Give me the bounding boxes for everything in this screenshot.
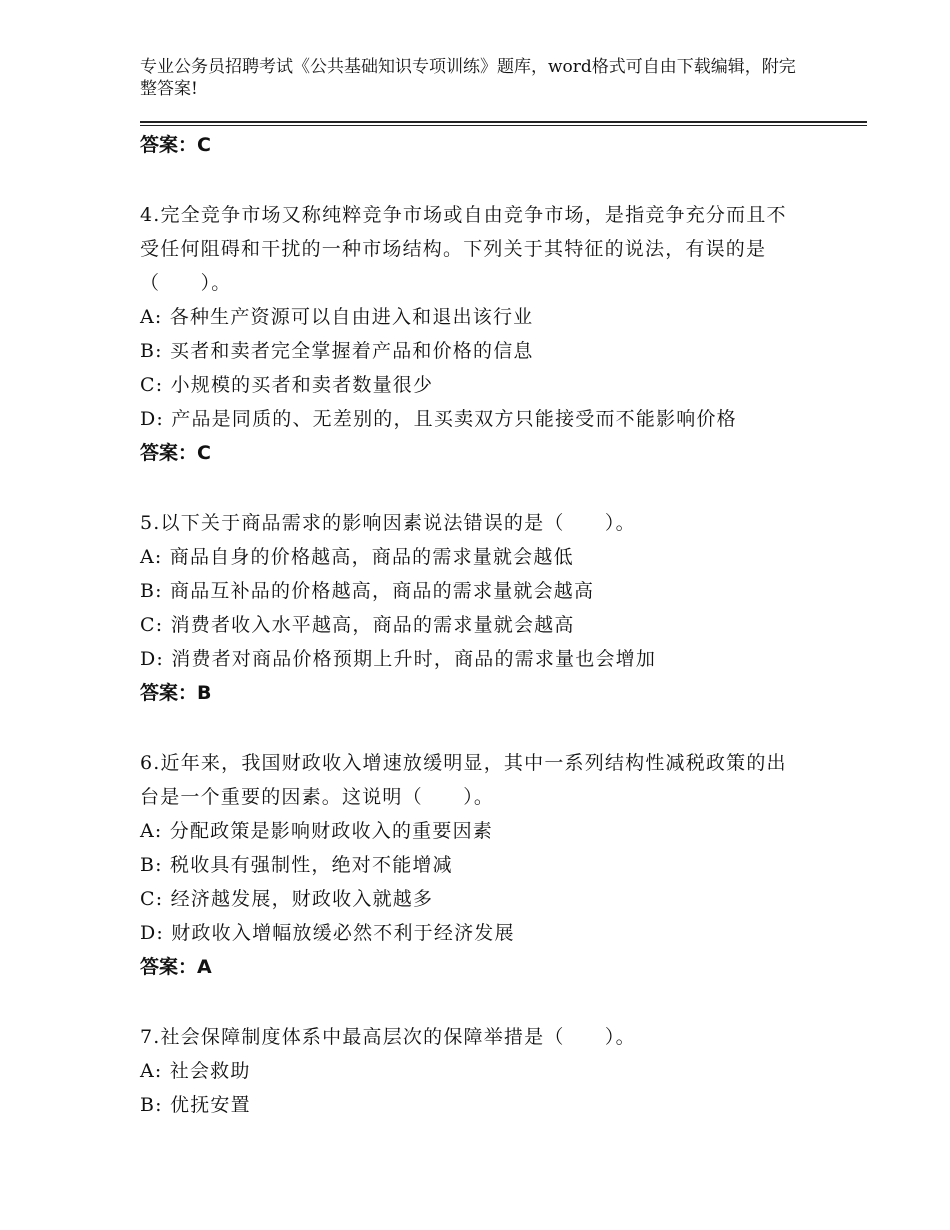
page-header: 专业公务员招聘考试《公共基础知识专项训练》题库，word格式可自由下载编辑，附完整答案! (140, 57, 796, 99)
question-stem: 4.完全竞争市场又称纯粹竞争市场或自由竞争市场，是指竞争充分而且不受任何阻碍和干扰的一种市场结构。下列关于其特征的说法，有误的是（ ）。 (140, 204, 787, 294)
answer-label: 答案：C (140, 134, 211, 156)
option-d: D: 产品是同质的、无差别的，且买卖双方只能接受而不能影响价格 (140, 408, 737, 430)
option-b: B: 优抚安置 (140, 1094, 251, 1116)
option-a: A: 分配政策是影响财政收入的重要因素 (140, 820, 493, 842)
header-rule-thick (140, 121, 867, 123)
option-b: B: 商品互补品的价格越高，商品的需求量就会越高 (140, 580, 595, 602)
question-6 (140, 746, 800, 984)
question-4 (140, 198, 800, 470)
question-7 (140, 1020, 800, 1122)
question-5 (140, 506, 800, 710)
option-c: C: 小规模的买者和卖者数量很少 (140, 374, 434, 396)
option-a: A: 社会救助 (140, 1060, 251, 1082)
option-d: D: 消费者对商品价格预期上升时，商品的需求量也会增加 (140, 648, 657, 670)
option-b: B: 买者和卖者完全掌握着产品和价格的信息 (140, 340, 534, 362)
question-list (140, 128, 800, 1122)
option-a: A: 商品自身的价格越高，商品的需求量就会越低 (140, 546, 574, 568)
question-stem: 7.社会保障制度体系中最高层次的保障举措是（ ）。 (140, 1026, 636, 1048)
question-stem: 5.以下关于商品需求的影响因素说法错误的是（ ）。 (140, 512, 636, 534)
option-c: C: 消费者收入水平越高，商品的需求量就会越高 (140, 614, 575, 636)
option-a: A: 各种生产资源可以自由进入和退出该行业 (140, 306, 534, 328)
answer-label: 答案：A (140, 956, 212, 978)
header-rule-thin (140, 125, 867, 126)
answer-label: 答案：B (140, 682, 212, 704)
option-c: C: 经济越发展，财政收入就越多 (140, 888, 434, 910)
option-d: D: 财政收入增幅放缓必然不利于经济发展 (140, 922, 515, 944)
question-stem: 6.近年来，我国财政收入增速放缓明显，其中一系列结构性减税政策的出台是一个重要的因素。这说明（ ）。 (140, 752, 787, 808)
option-b: B: 税收具有强制性，绝对不能增减 (140, 854, 453, 876)
answer-label: 答案：C (140, 442, 211, 464)
